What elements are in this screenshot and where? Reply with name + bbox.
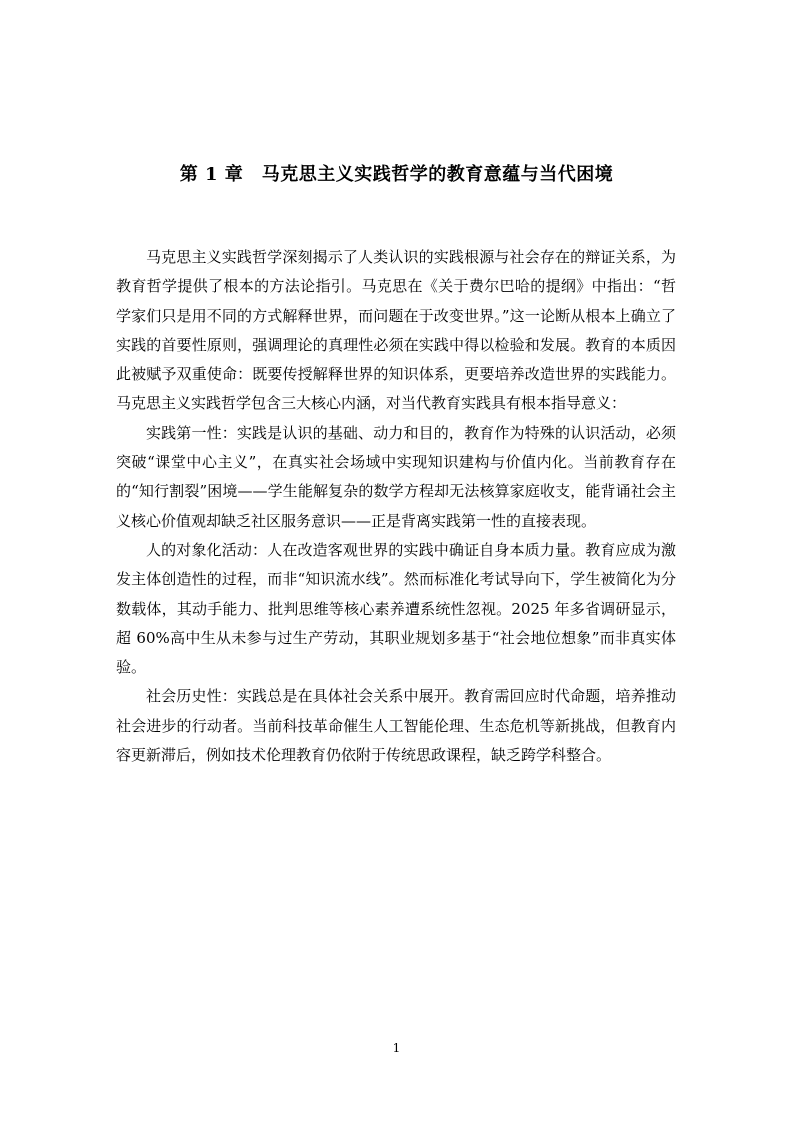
paragraph-social-historicity: 社会历史性：实践总是在具体社会关系中展开。教育需回应时代命题，培养推动社会进步的行动者。当前科技革命催生人工智能伦理、生态危机等新挑战，但教育内容更新滞后，例如技术伦理教育仍依附于传统思政课程，缺乏跨学科整合。 <box>116 687 676 765</box>
paragraph-objectified-activity: 人的对象化活动：人在改造客观世界的实践中确证自身本质力量。教育应成为激发主体创造性的过程，而非“知识流水线”。然而标准化考试导向下，学生被简化为分数载体，其动手能力、批判思维等核心素养遭系统性忽视。2025 年多省调研显示，超 60%高中生从未参与过生产劳动，其职业规划多基于“社会地位想象”而非真实体验。 <box>116 540 676 677</box>
chapter-title: 第 1 章 马克思主义实践哲学的教育意蕴与当代困境 <box>179 164 614 185</box>
body-text <box>116 243 676 770</box>
paragraph-practice-primacy: 实践第一性：实践是认识的基础、动力和目的，教育作为特殊的认识活动，必须突破“课堂中心主义”，在真实社会场域中实现知识建构与价值内化。当前教育存在的“知行割裂”困境——学生能解复杂的数学方程却无法核算家庭收支，能背诵社会主义核心价值观却缺乏社区服务意识——正是背离实践第一性的直接表现。 <box>116 423 676 530</box>
paragraph-intro: 马克思主义实践哲学深刻揭示了人类认识的实践根源与社会存在的辩证关系，为教育哲学提供了根本的方法论指引。马克思在《关于费尔巴哈的提纲》中指出：“哲学家们只是用不同的方式解释世界，而问题在于改变世界。”这一论断从根本上确立了实践的首要性原则，强调理论的真理性必须在实践中得以检验和发展。教育的本质因此被赋予双重使命：既要传授解释世界的知识体系，更要培养改造世界的实践能力。马克思主义实践哲学包含三大核心内涵，对当代教育实践具有根本指导意义： <box>116 248 676 413</box>
page-number: 1 <box>392 1041 401 1055</box>
